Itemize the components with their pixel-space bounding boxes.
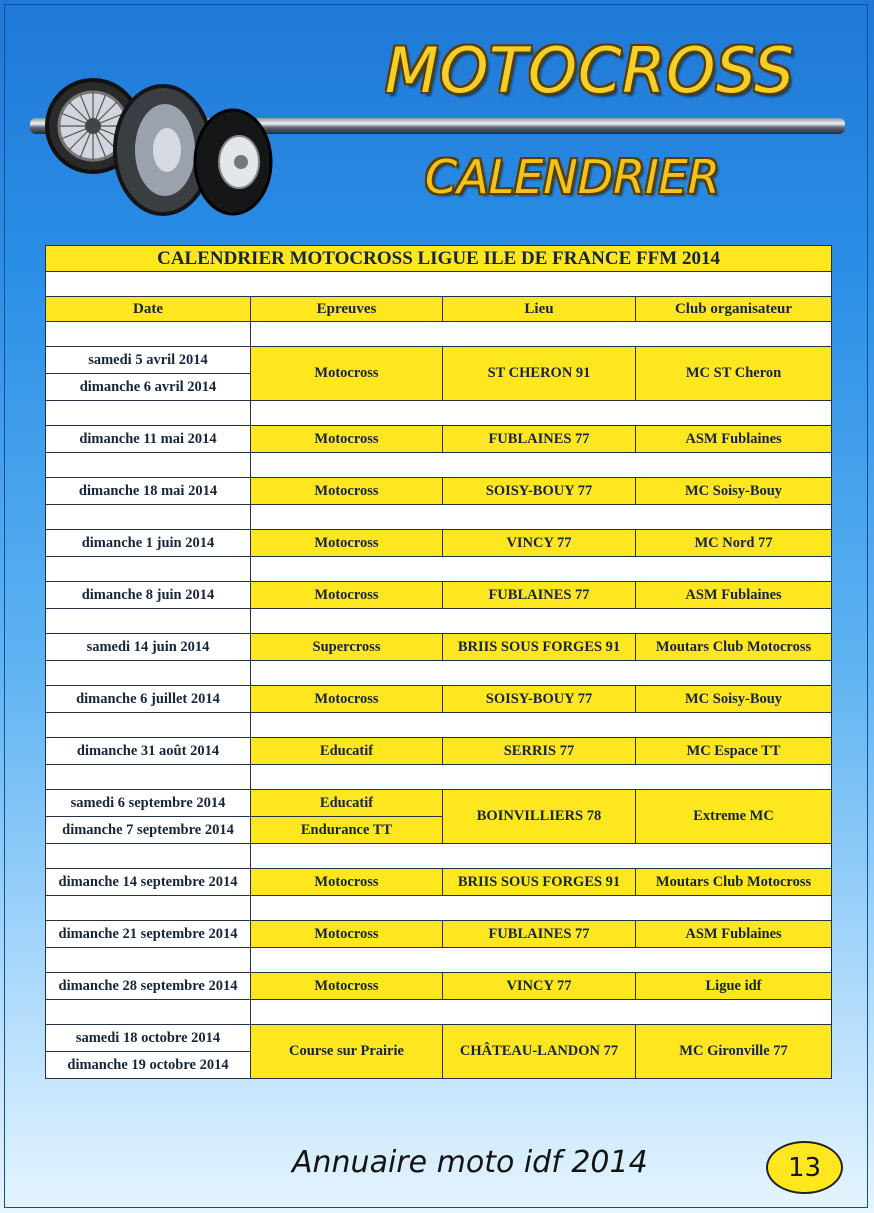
event-date: dimanche 28 septembre 2014 <box>46 973 251 1000</box>
event-club: MC Nord 77 <box>636 530 832 557</box>
page-number-badge <box>766 1141 843 1194</box>
event-lieu: SERRIS 77 <box>443 738 636 765</box>
table-header-row <box>46 297 832 322</box>
event-epreuve: Motocross <box>251 426 443 453</box>
event-lieu: VINCY 77 <box>443 530 636 557</box>
column-header-lieu: Lieu <box>443 297 636 322</box>
event-club: ASM Fublaines <box>636 426 832 453</box>
event-lieu: BOINVILLIERS 78 <box>443 790 636 844</box>
spacer <box>46 272 832 297</box>
event-epreuve: Motocross <box>251 478 443 505</box>
event-club: MC Gironville 77 <box>636 1025 832 1079</box>
event-epreuve: Motocross <box>251 530 443 557</box>
table-row <box>46 738 832 765</box>
event-lieu: BRIIS SOUS FORGES 91 <box>443 869 636 896</box>
table-title-row <box>46 246 832 272</box>
event-date: dimanche 6 avril 2014 <box>46 374 251 401</box>
event-date: dimanche 1 juin 2014 <box>46 530 251 557</box>
page-number: 13 <box>787 1152 822 1183</box>
event-epreuve: Supercross <box>251 634 443 661</box>
header-subtitle: CALENDRIER <box>425 150 720 204</box>
event-club: ASM Fublaines <box>636 921 832 948</box>
table-row <box>46 634 832 661</box>
event-date: dimanche 19 octobre 2014 <box>46 1052 251 1079</box>
event-epreuve: Course sur Prairie <box>251 1025 443 1079</box>
event-date: dimanche 7 septembre 2014 <box>46 817 251 844</box>
event-club: MC ST Cheron <box>636 347 832 401</box>
event-epreuve: Educatif <box>251 738 443 765</box>
table-row <box>46 973 832 1000</box>
table-row <box>46 869 832 896</box>
calendar-table <box>45 245 832 1079</box>
table-row <box>46 478 832 505</box>
event-club: MC Espace TT <box>636 738 832 765</box>
event-date: dimanche 8 juin 2014 <box>46 582 251 609</box>
event-date: samedi 18 octobre 2014 <box>46 1025 251 1052</box>
column-header-club: Club organisateur <box>636 297 832 322</box>
table-row <box>46 426 832 453</box>
event-date: dimanche 14 septembre 2014 <box>46 869 251 896</box>
column-header-epreuves: Epreuves <box>251 297 443 322</box>
event-lieu: VINCY 77 <box>443 973 636 1000</box>
event-lieu: FUBLAINES 77 <box>443 426 636 453</box>
event-date: dimanche 11 mai 2014 <box>46 426 251 453</box>
event-date: dimanche 31 août 2014 <box>46 738 251 765</box>
event-lieu: SOISY-BOUY 77 <box>443 686 636 713</box>
event-date: dimanche 21 septembre 2014 <box>46 921 251 948</box>
event-date: samedi 5 avril 2014 <box>46 347 251 374</box>
event-club: MC Soisy-Bouy <box>636 686 832 713</box>
table-row <box>46 347 832 374</box>
event-lieu: BRIIS SOUS FORGES 91 <box>443 634 636 661</box>
table-title: CALENDRIER MOTOCROSS LIGUE ILE DE FRANCE FFM 2014 <box>46 246 832 272</box>
event-epreuve: Motocross <box>251 686 443 713</box>
event-club: Extreme MC <box>636 790 832 844</box>
table-row <box>46 921 832 948</box>
event-club: Moutars Club Motocross <box>636 869 832 896</box>
table-row <box>46 582 832 609</box>
event-date: samedi 14 juin 2014 <box>46 634 251 661</box>
event-lieu: SOISY-BOUY 77 <box>443 478 636 505</box>
event-club: ASM Fublaines <box>636 582 832 609</box>
event-date: dimanche 6 juillet 2014 <box>46 686 251 713</box>
event-club: Moutars Club Motocross <box>636 634 832 661</box>
small-wheel-icon <box>195 110 271 214</box>
table-row <box>46 1025 832 1052</box>
event-lieu: CHÂTEAU-LANDON 77 <box>443 1025 636 1079</box>
event-date: dimanche 18 mai 2014 <box>46 478 251 505</box>
header-title: MOTOCROSS <box>385 34 795 107</box>
event-club: Ligue idf <box>636 973 832 1000</box>
event-club: MC Soisy-Bouy <box>636 478 832 505</box>
event-epreuve: Educatif <box>251 790 443 817</box>
event-epreuve: Motocross <box>251 869 443 896</box>
event-lieu: FUBLAINES 77 <box>443 582 636 609</box>
event-lieu: ST CHERON 91 <box>443 347 636 401</box>
footer-text: Annuaire moto idf 2014 <box>292 1145 648 1180</box>
event-epreuve: Motocross <box>251 921 443 948</box>
event-lieu: FUBLAINES 77 <box>443 921 636 948</box>
spacer <box>251 322 832 347</box>
wheels-illustration <box>45 38 275 223</box>
column-header-date: Date <box>46 297 251 322</box>
table-row <box>46 790 832 817</box>
event-date: samedi 6 septembre 2014 <box>46 790 251 817</box>
event-epreuve: Motocross <box>251 582 443 609</box>
table-row <box>46 686 832 713</box>
event-epreuve: Motocross <box>251 347 443 401</box>
event-epreuve: Motocross <box>251 973 443 1000</box>
table-row <box>46 530 832 557</box>
event-epreuve: Endurance TT <box>251 817 443 844</box>
